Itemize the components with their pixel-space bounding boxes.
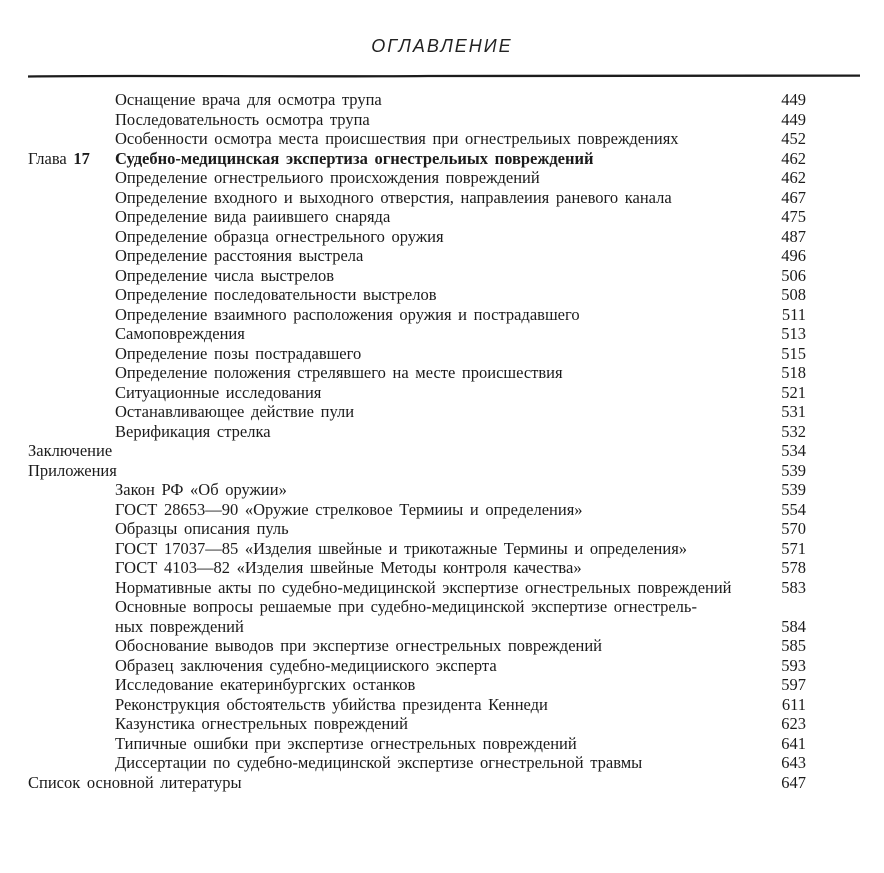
toc-entry-title: Определение образца огнестрельного оружия: [115, 226, 444, 246]
toc-entry-title: Ситуационные исследования: [115, 382, 322, 402]
rule-line: [28, 73, 860, 79]
toc-entry-title: Последовательность осмотра трупа: [115, 109, 370, 129]
toc-entry: [28, 558, 806, 578]
toc-entry-title: Определение расстояния выстрела: [115, 246, 364, 265]
toc-entry: [28, 636, 806, 656]
toc-entry-page: 518: [781, 363, 806, 382]
toc-entry-page: 583: [781, 577, 806, 597]
toc-entry-title: Определение последовательности выстрелов: [115, 285, 437, 304]
toc-entry-title: Образец заключения судебно-медицииского эксперта: [115, 655, 497, 675]
toc-entry: [28, 734, 806, 754]
toc-entry: [28, 324, 806, 344]
toc-entry-title: Приложения: [28, 460, 117, 480]
toc-entry: [28, 207, 806, 227]
toc-entry: [28, 188, 806, 208]
toc-entry-page: 515: [781, 343, 806, 363]
toc-entry-page: 462: [781, 168, 806, 187]
toc-entry-title: ГОСТ 17037—85 «Изделия швейные и трикотажные Термины и определения»: [115, 538, 688, 558]
toc-entry-page: 487: [781, 226, 806, 246]
toc-entry: [28, 383, 806, 403]
toc-entry: [28, 227, 806, 247]
toc-entry-title: Судебно-медицинская экспертиза огнестрельиых повреждений: [115, 148, 594, 168]
toc-entry-title: Заключение: [28, 441, 113, 460]
toc-entry-page: 584: [781, 616, 806, 636]
toc-entry-page: 475: [781, 207, 806, 226]
toc-entry-title: Список основной литературы: [28, 772, 242, 792]
toc-entry: [28, 344, 806, 364]
toc-entry-page: 467: [781, 187, 806, 207]
toc-entry-page: 641: [781, 733, 806, 753]
toc-entry-page: 531: [781, 402, 806, 421]
toc-entry: [28, 266, 806, 286]
toc-entry-page: 570: [781, 519, 806, 538]
toc-entry-title: Диссертации по судебно-медицинской экспертизе огнестрельной травмы: [115, 753, 643, 772]
toc-entry-page: 449: [781, 109, 806, 129]
chapter-prefix: Глава 17: [28, 148, 90, 168]
toc-entry-page: 539: [781, 460, 806, 480]
toc-entry: [28, 129, 806, 149]
toc-list: [28, 90, 806, 792]
toc-entry-title: Определение позы пострадавшего: [115, 343, 362, 363]
toc-entry-title: Верификация стрелка: [115, 421, 271, 441]
toc-entry: [28, 500, 806, 520]
toc-entry-title: Оснащение врача для осмотра трупа: [115, 90, 382, 109]
toc-entry-page: 506: [781, 265, 806, 285]
toc-entry-title: Определение огнестрельиого происхождения повреждений: [115, 168, 540, 187]
toc-entry: [28, 285, 806, 305]
toc-entry-title: Нормативные акты по судебно-медицинской экспертизе огнестрельных повреждений: [115, 577, 732, 597]
toc-entry: [28, 656, 806, 676]
toc-entry: [28, 422, 806, 442]
toc-entry-page: 511: [781, 304, 806, 324]
toc-entry-page: 554: [781, 499, 806, 519]
toc-entry: [28, 441, 806, 461]
toc-entry-title: Особенности осмотра места происшествия при огнестрельиых повреждениях: [115, 129, 679, 148]
toc-entry-page: 585: [781, 636, 806, 655]
toc-entry-title: Определение положения стрелявшего на месте происшествия: [115, 363, 563, 382]
toc-entry-title: Определение числа выстрелов: [115, 265, 335, 285]
toc-entry: [28, 753, 806, 773]
toc-entry-page: 623: [781, 714, 806, 733]
toc-entry-title: Закон РФ «Об оружии»: [115, 480, 287, 499]
toc-entry-page: 534: [781, 441, 806, 460]
toc-entry-page: 611: [781, 694, 806, 714]
toc-entry: [28, 305, 806, 325]
toc-entry-page: 593: [781, 655, 806, 675]
toc-entry-title: ГОСТ 28653—90 «Оружие стрелковое Термииы и определения»: [115, 499, 583, 519]
toc-chapter-entry: [28, 149, 806, 169]
toc-entry: [28, 363, 806, 383]
toc-entry-page: 643: [781, 753, 806, 772]
toc-entry: [28, 461, 806, 481]
toc-entry: [28, 246, 806, 266]
toc-entry: [28, 695, 806, 715]
toc-entry-page: 597: [781, 675, 806, 694]
toc-entry-title: Обоснование выводов при экспертизе огнестрельных повреждений: [115, 636, 603, 655]
toc-entry-title: Типичные ошибки при экспертизе огнестрельных повреждений: [115, 733, 577, 753]
toc-entry-page: 578: [781, 558, 806, 577]
toc-entry: [28, 110, 806, 130]
toc-entry: [28, 519, 806, 539]
toc-entry-page: 462: [781, 148, 806, 168]
toc-entry: [28, 168, 806, 188]
toc-entry: [28, 597, 806, 636]
toc-entry-title: Образцы описания пуль: [115, 519, 289, 538]
toc-entry-page: 647: [781, 772, 806, 792]
toc-entry-page: 508: [781, 285, 806, 304]
toc-entry-title: ГОСТ 4103—82 «Изделия швейные Методы контроля качества»: [115, 558, 582, 577]
toc-entry-title: Определение вида раиившего снаряда: [115, 207, 391, 226]
toc-entry-title: Казунстика огнестрельных повреждений: [115, 714, 408, 733]
toc-entry-title: Основные вопросы решаемые при судебно-медицинской экспертизе огнестрель- ных повреждений: [115, 597, 697, 636]
toc-entry-title: Определение входного и выходного отверстия, направлеиия раневого канала: [115, 187, 672, 207]
toc-entry-page: 496: [781, 246, 806, 265]
toc-entry: [28, 773, 806, 793]
header-rule: [28, 66, 860, 72]
toc-entry-page: 571: [781, 538, 806, 558]
toc-entry-title: Реконструкция обстоятельств убийства президента Кеннеди: [115, 694, 548, 714]
toc-entry: [28, 539, 806, 559]
toc-entry-title: Самоповреждения: [115, 324, 245, 343]
toc-entry: [28, 402, 806, 422]
toc-entry-page: 539: [781, 480, 806, 499]
toc-entry-title: Определение взаимного расположения оружия и пострадавшего: [115, 304, 580, 324]
page-title: ОГЛАВЛЕНИЕ: [371, 36, 513, 56]
toc-entry-page: 521: [781, 382, 806, 402]
toc-entry: [28, 90, 806, 110]
toc-entry: [28, 578, 806, 598]
toc-entry-title: Исследование екатеринбургских останков: [115, 675, 416, 694]
toc-entry-page: 513: [781, 324, 806, 343]
toc-entry: [28, 480, 806, 500]
toc-entry: [28, 714, 806, 734]
toc-entry-page: 532: [781, 421, 806, 441]
toc-entry-title: Останавливающее действие пули: [115, 402, 355, 421]
toc-entry: [28, 675, 806, 695]
toc-entry-page: 449: [781, 90, 806, 109]
toc-entry-page: 452: [781, 129, 806, 148]
